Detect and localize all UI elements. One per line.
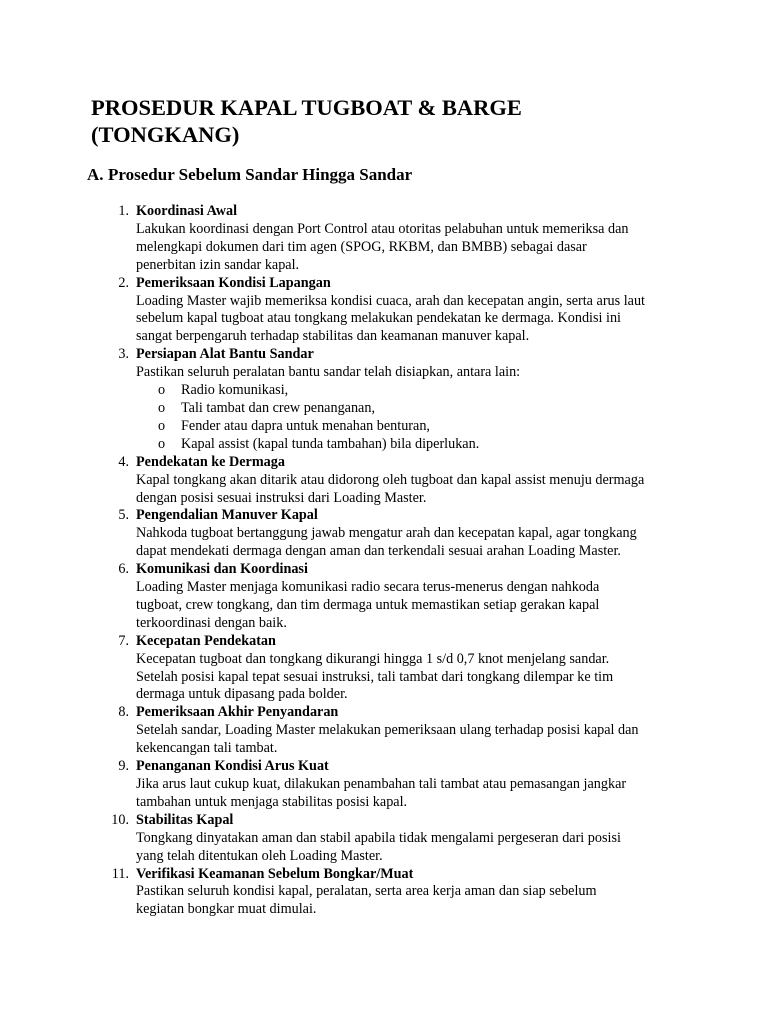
list-item-text-line: sebelum kapal tugboat atau tongkang melakukan pendekatan ke dermaga. Kondisi ini [136,310,621,327]
list-item-text-line: Loading Master wajib memeriksa kondisi cuaca, arah dan kecepatan angin, serta arus laut [136,292,645,309]
bullet-icon: o [158,382,166,399]
sub-list-item-text: Radio komunikasi, [181,382,289,399]
list-item-text-line: Nahkoda tugboat bertanggung jawab mengatur arah dan kecepatan kapal, agar tongkang [136,525,637,542]
procedure-list [96,203,696,919]
sub-list-item-text: Fender atau dapra untuk menahan benturan, [181,417,430,434]
sub-list-item [136,400,696,418]
list-item-title: Kecepatan Pendekatan [136,632,276,649]
list-item-text-line: dermaga untuk dipasang pada bolder. [136,686,348,703]
sub-list [136,382,696,454]
list-item-text-line: Setelah posisi kapal tepat sesuai instruksi, tali tambat dari tongkang dilempar ke tim [136,668,614,685]
list-item-text-line: terkoordinasi dengan baik. [136,614,287,631]
page-title [91,94,691,148]
list-item-title: Verifikasi Keamanan Sebelum Bongkar/Muat [136,865,414,882]
list-item [96,758,696,812]
list-item-number: 5. [118,507,129,524]
bullet-icon: o [158,435,166,452]
list-item-title: Stabilitas Kapal [136,811,234,828]
bullet-icon: o [158,417,166,434]
list-item-text-line: dengan posisi sesuai instruksi dari Loading Master. [136,489,427,506]
list-item [96,812,696,866]
list-item-text-line: sangat berpengaruh terhadap stabilitas dan keamanan manuver kapal. [136,328,530,345]
list-item-number: 2. [118,274,129,291]
list-item-text-line: melengkapi dokumen dari tim agen (SPOG, RKBM, dan BMBB) sebagai dasar [136,238,587,255]
list-item [96,866,696,920]
sub-list-item [136,418,696,436]
list-item-number: 10. [111,811,129,828]
list-item [96,507,696,561]
section-heading-text: Prosedur Sebelum Sandar Hingga Sandar [108,165,413,184]
sub-list-item-text: Tali tambat dan crew penanganan, [181,399,375,416]
list-item-text-line: Tongkang dinyatakan aman dan stabil apabila tidak mengalami pergeseran dari posisi [136,829,621,846]
list-item-title: Pengendalian Manuver Kapal [136,507,318,524]
list-item [96,346,696,453]
list-item-text-line: tambahan untuk menjaga stabilitas posisi kapal. [136,793,408,810]
list-item [96,275,696,347]
list-item-text-line: Pastikan seluruh peralatan bantu sandar telah disiapkan, antara lain: [136,364,521,381]
list-item-text-line: kegiatan bongkar muat dimulai. [136,901,317,918]
list-item-text-line: dapat mendekati dermaga dengan aman dan terkendali sesuai arahan Loading Master. [136,543,621,560]
list-item-text-line: Kapal tongkang akan ditarik atau didorong oleh tugboat dan kapal assist menuju dermaga [136,471,645,488]
list-item-text-line: Jika arus laut cukup kuat, dilakukan penambahan tali tambat atau pemasangan jangkar [136,776,627,792]
list-item-number: 7. [118,632,129,649]
sub-list-item-text: Kapal assist (kapal tunda tambahan) bila diperlukan. [181,435,480,452]
list-item-title: Penanganan Kondisi Arus Kuat [136,758,329,775]
list-item [96,561,696,633]
list-item-text-line: Setelah sandar, Loading Master melakukan pemeriksaan ulang terhadap posisi kapal dan [136,722,639,739]
list-item [96,454,696,508]
list-item-number: 1. [118,203,129,219]
list-item-text-line: yang telah ditentukan oleh Loading Master. [136,847,383,864]
bullet-icon: o [158,399,166,416]
list-item-title: Pemeriksaan Akhir Penyandaran [136,704,339,721]
list-item [96,203,696,275]
list-item-title: Pendekatan ke Dermaga [136,453,285,470]
list-item-title: Koordinasi Awal [136,203,238,219]
title-line-2: (TONGKANG) [91,122,240,147]
list-item-text-line: Kecepatan tugboat dan tongkang dikurangi hingga 1 s/d 0,7 knot menjelang sandar. [136,650,610,667]
list-item-number: 3. [118,346,129,363]
list-item-text-line: kekencangan tali tambat. [136,740,278,757]
title-line-1: PROSEDUR KAPAL TUGBOAT & BARGE [91,95,522,120]
sub-list-item [136,436,696,454]
list-item-text-line: Loading Master menjaga komunikasi radio secara terus-menerus dengan nahkoda [136,579,600,596]
list-item-text-line: penerbitan izin sandar kapal. [136,256,300,273]
sub-list-item [136,382,696,400]
list-item [96,633,696,705]
list-item-number: 4. [118,453,129,470]
list-item-number: 8. [118,704,129,721]
list-item [96,704,696,758]
list-item-number: 9. [118,758,129,775]
list-item-title: Pemeriksaan Kondisi Lapangan [136,274,331,291]
list-item-text-line: Pastikan seluruh kondisi kapal, peralatan, serta area kerja aman dan siap sebelum [136,883,597,900]
section-heading [87,164,412,186]
list-item-text-line: tugboat, crew tongkang, dan tim dermaga untuk memastikan setiap gerakan kapal [136,596,600,613]
list-item-text-line: Lakukan koordinasi dengan Port Control atau otoritas pelabuhan untuk memeriksa dan [136,220,629,237]
list-item-title: Komunikasi dan Koordinasi [136,561,308,578]
list-item-number: 11. [111,865,129,882]
list-item-title: Persiapan Alat Bantu Sandar [136,346,314,363]
section-letter: A. [87,165,104,184]
list-item-number: 6. [118,561,129,578]
